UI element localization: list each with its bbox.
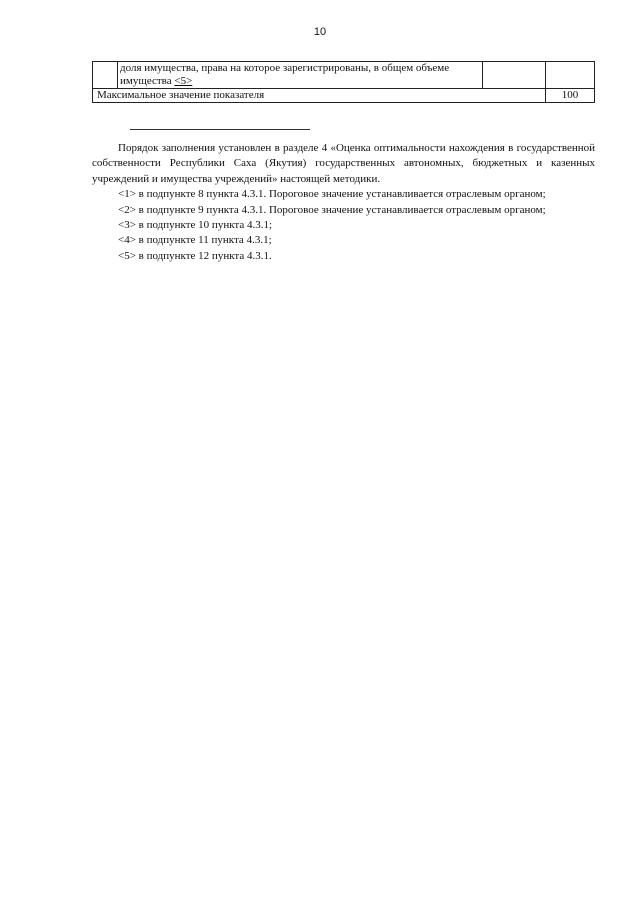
footnote-1: <1> в подпункте 8 пункта 4.3.1. Пороговое значение устанавливается отраслевым органом; [118,188,546,201]
max-value-label: Максимальное значение показателя [93,89,546,103]
footnote-intro: Порядок заполнения установлен в разделе 4 «Оценка оптимальности нахождения в государственной собственности Республики Саха (Якутия) государственных автономных, бюджетных и казенных учреждений и имущества учреждений» настоящей методики. [92,142,595,185]
max-value: 100 [546,89,595,103]
footnotes [92,141,595,264]
indicator-description: доля имущества, права на которое зарегистрированы, в общем объеме имущества [120,62,450,87]
footnote-4: <4> в подпункте 11 пункта 4.3.1; [118,234,272,247]
page-number: 10 [313,26,327,38]
footnote-5: <5> в подпункте 12 пункта 4.3.1. [118,249,272,262]
table-row [93,62,595,89]
table-row [93,89,595,103]
indicator-table [92,61,595,103]
footnote-3: <3> в подпункте 10 пункта 4.3.1; [118,219,273,232]
table-cell-empty [546,62,595,89]
footnote-link-5[interactable]: <5> [174,75,193,87]
table-cell-empty [93,62,118,89]
footnote-2: <2> в подпункте 9 пункта 4.3.1. Пороговое значение устанавливается отраслевым органом; [118,203,546,216]
table-cell-empty [483,62,546,89]
footnote-separator [130,129,310,130]
indicator-description-cell [118,62,483,89]
